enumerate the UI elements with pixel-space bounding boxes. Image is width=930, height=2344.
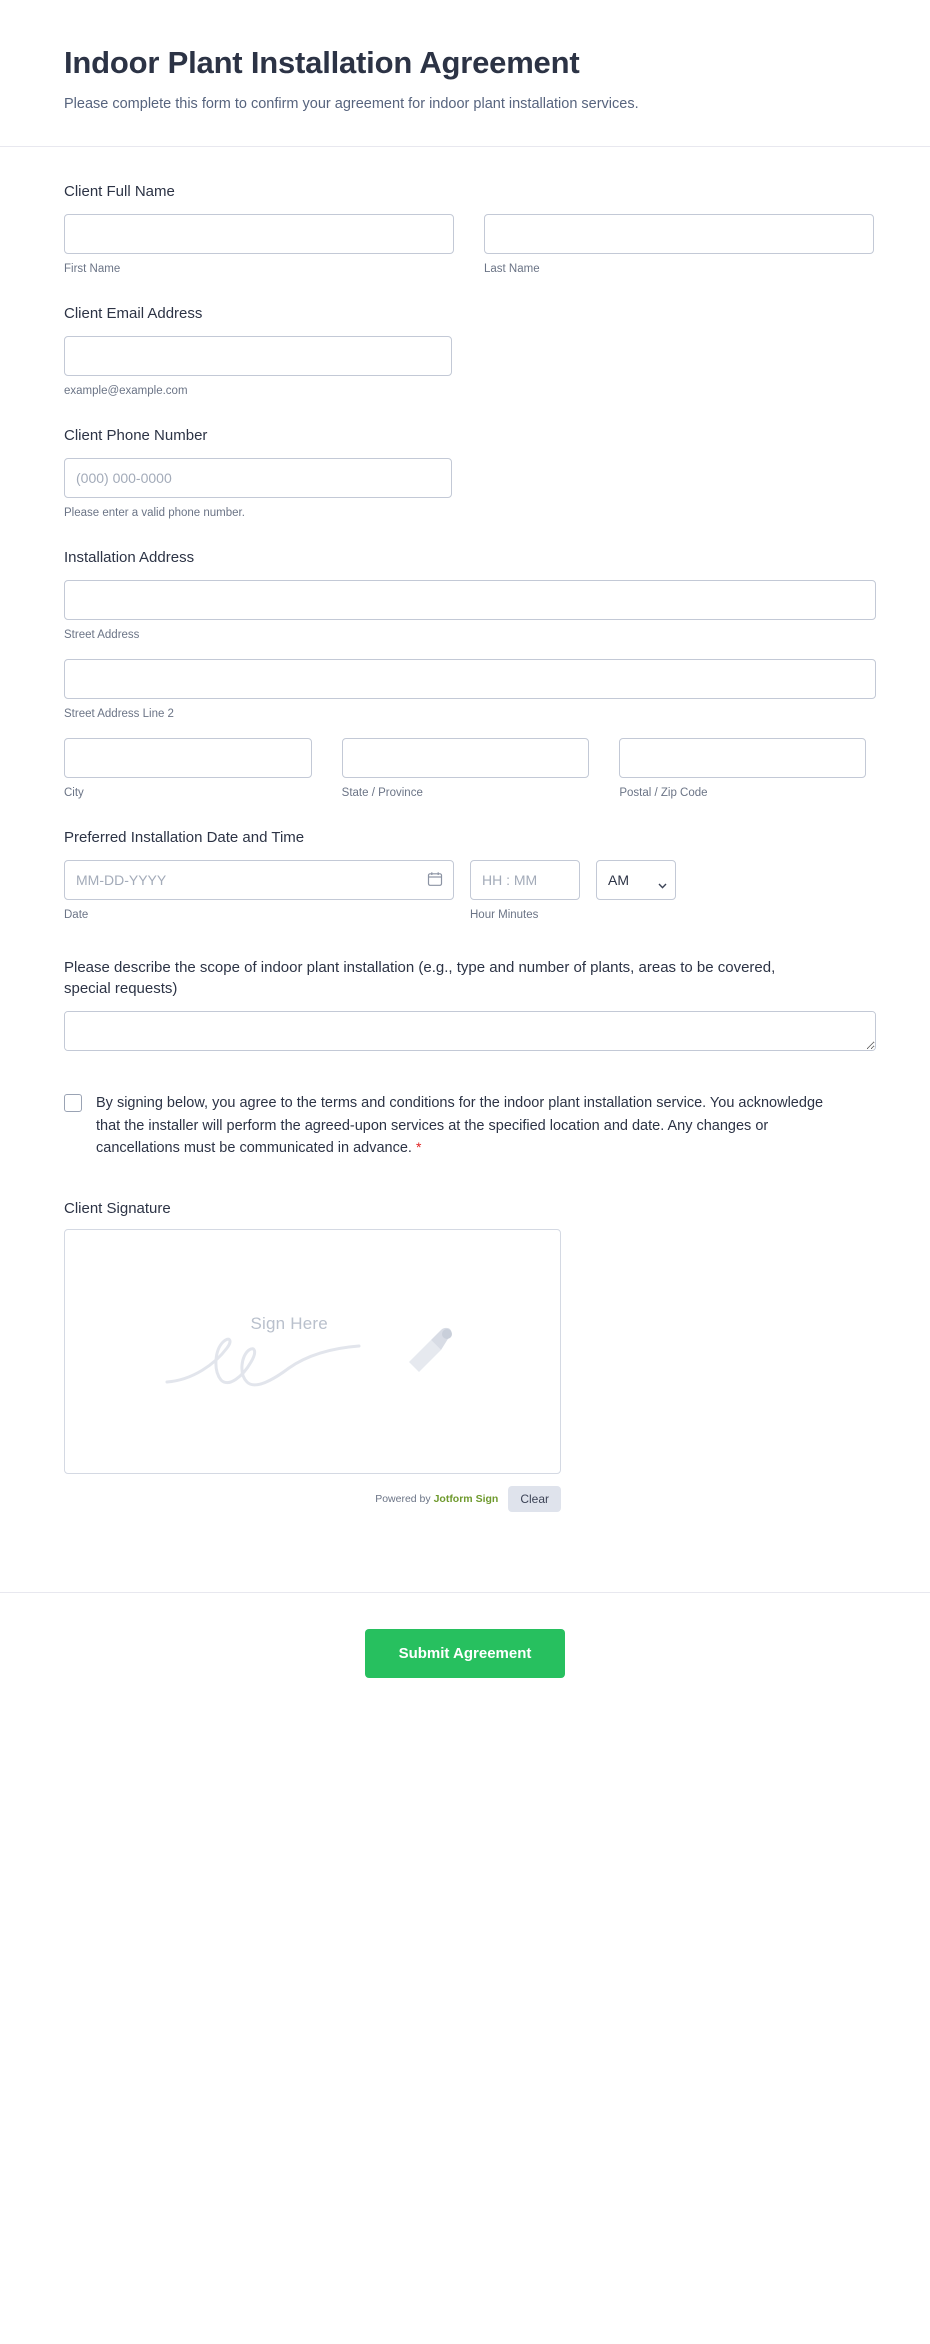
city-input[interactable] bbox=[64, 738, 312, 778]
sign-here-text: Sign Here bbox=[250, 1314, 328, 1334]
form-header bbox=[0, 0, 930, 147]
city-group bbox=[64, 738, 312, 801]
submit-agreement-button[interactable]: Submit Agreement bbox=[365, 1629, 566, 1678]
client-email-label: Client Email Address bbox=[64, 304, 203, 322]
signature-pad[interactable] bbox=[64, 1229, 561, 1474]
consent-checkbox[interactable] bbox=[64, 1094, 82, 1112]
powered-by-prefix: Powered by bbox=[375, 1492, 431, 1505]
field-scope-description bbox=[64, 957, 866, 1056]
street-address-input[interactable] bbox=[64, 580, 876, 620]
street-address-2-sublabel: Street Address Line 2 bbox=[64, 708, 174, 721]
state-sublabel: State / Province bbox=[341, 787, 423, 800]
ampm-select[interactable] bbox=[596, 860, 676, 900]
time-sublabel: Hour Minutes bbox=[470, 909, 539, 922]
phone-sublabel: Please enter a valid phone number. bbox=[64, 506, 245, 519]
first-name-sublabel: First Name bbox=[64, 262, 121, 275]
preferred-datetime-label: Preferred Installation Date and Time bbox=[64, 829, 305, 847]
email-sublabel: example@example.com bbox=[64, 384, 188, 397]
consent-row[interactable] bbox=[64, 1092, 866, 1159]
datetime-sublabels bbox=[64, 900, 866, 923]
field-client-signature bbox=[64, 1200, 866, 1512]
field-preferred-datetime bbox=[64, 827, 866, 923]
state-input[interactable] bbox=[342, 738, 590, 778]
field-installation-address bbox=[64, 547, 866, 801]
state-group bbox=[342, 738, 590, 801]
last-name-input[interactable] bbox=[484, 214, 874, 254]
first-name-group bbox=[64, 214, 454, 277]
clear-signature-button[interactable]: Clear bbox=[508, 1486, 561, 1512]
address-city-state-zip-row bbox=[64, 738, 866, 801]
scope-description-textarea[interactable] bbox=[64, 1011, 876, 1051]
zip-input[interactable] bbox=[619, 738, 866, 778]
signature-footer bbox=[64, 1486, 561, 1512]
field-client-email bbox=[64, 303, 866, 399]
zip-group bbox=[619, 738, 866, 801]
jotform-sign-brand: Jotform Sign bbox=[433, 1492, 499, 1505]
consent-text bbox=[96, 1092, 836, 1159]
street-address-2-input[interactable] bbox=[64, 659, 876, 699]
time-group bbox=[470, 860, 580, 900]
field-client-phone bbox=[64, 425, 866, 521]
calendar-icon[interactable] bbox=[427, 871, 443, 887]
signature-scribble-icon bbox=[163, 1330, 373, 1405]
zip-sublabel: Postal / Zip Code bbox=[619, 787, 708, 800]
last-name-sublabel: Last Name bbox=[484, 262, 540, 275]
scope-description-label: Please describe the scope of indoor plant installation (e.g., type and number of plants, areas to be covered, special requests) bbox=[64, 959, 776, 998]
city-sublabel: City bbox=[64, 787, 84, 800]
ampm-group bbox=[596, 860, 676, 900]
client-full-name-label: Client Full Name bbox=[64, 182, 175, 200]
installation-address-label: Installation Address bbox=[64, 548, 195, 566]
signature-placeholder-group bbox=[163, 1296, 463, 1406]
date-sublabel: Date bbox=[64, 909, 89, 922]
phone-input[interactable] bbox=[64, 458, 452, 498]
client-name-row bbox=[64, 214, 866, 277]
page-subtitle: Please complete this form to confirm your agreement for indoor plant installation services. bbox=[64, 96, 639, 113]
page-title: Indoor Plant Installation Agreement bbox=[64, 45, 580, 80]
street-address-sublabel: Street Address bbox=[64, 628, 140, 641]
datetime-row bbox=[64, 860, 866, 900]
consent-text-body: By signing below, you agree to the terms and conditions for the indoor plant installation service. You acknowledge that the installer will perform the agreed-upon services at the specified location and date. Any changes or cancellations must be communicated in advance. bbox=[96, 1095, 824, 1157]
form-footer bbox=[0, 1592, 930, 1718]
email-input[interactable] bbox=[64, 336, 452, 376]
client-phone-label: Client Phone Number bbox=[64, 426, 208, 444]
date-group bbox=[64, 860, 454, 900]
last-name-group bbox=[484, 214, 874, 277]
form-body bbox=[0, 147, 930, 1558]
time-input[interactable] bbox=[470, 860, 580, 900]
required-asterisk: * bbox=[415, 1139, 422, 1156]
client-signature-label: Client Signature bbox=[64, 1199, 171, 1217]
field-client-full-name bbox=[64, 181, 866, 277]
first-name-input[interactable] bbox=[64, 214, 454, 254]
powered-by-label bbox=[375, 1493, 498, 1505]
date-input[interactable] bbox=[64, 860, 454, 900]
pen-icon bbox=[401, 1322, 457, 1377]
